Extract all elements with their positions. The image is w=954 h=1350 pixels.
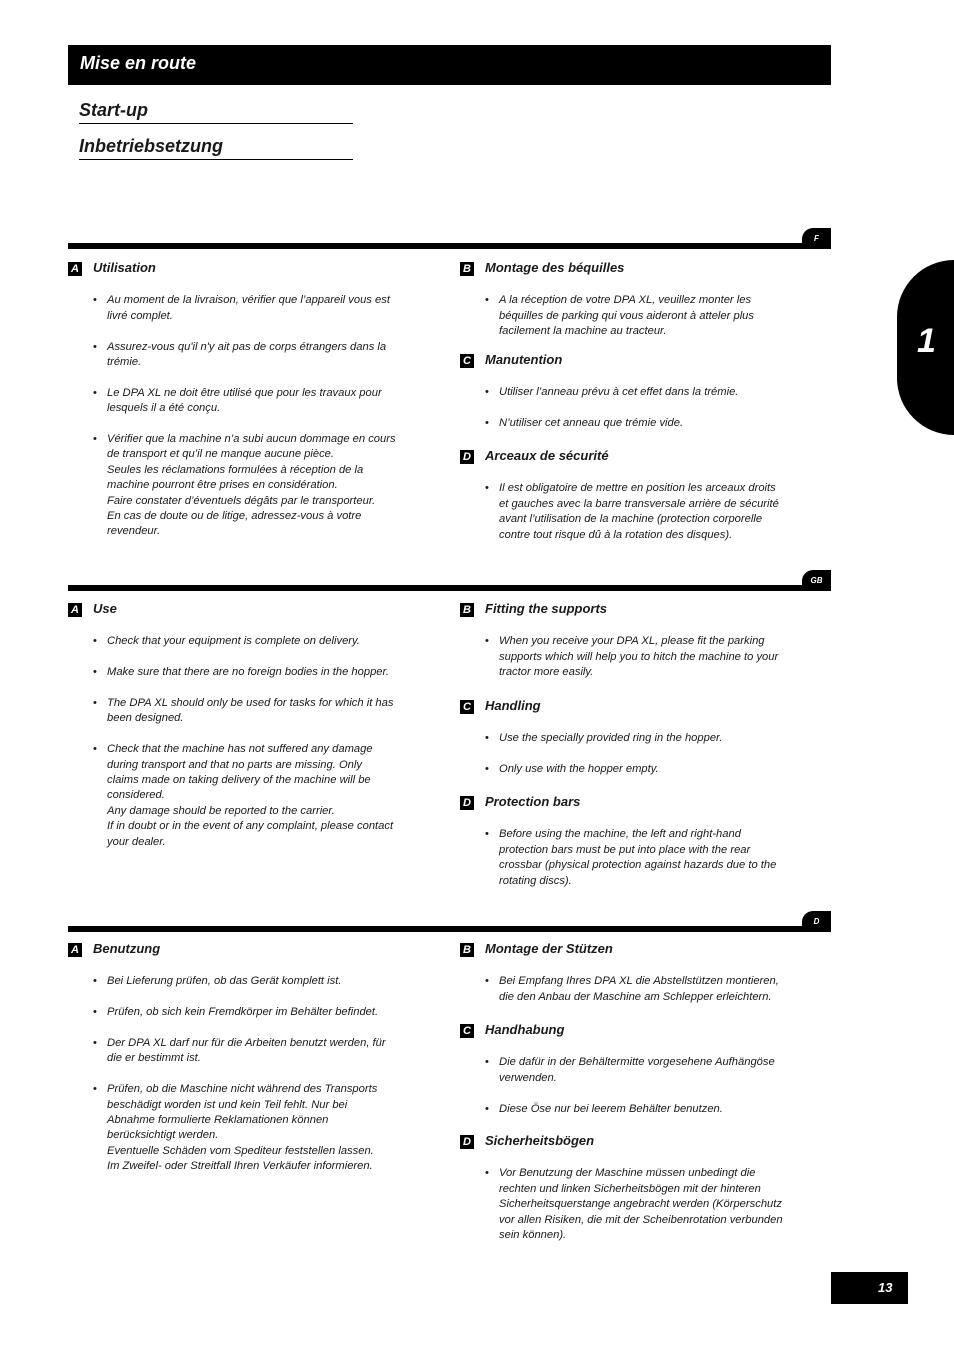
block-heading (68, 601, 423, 619)
heading-text: Benutzung (93, 941, 161, 956)
subtitle-german: Inbetriebsetzung (79, 136, 353, 160)
list-item: • Utiliser l’anneau prévu à cet effet dans la trémie. (460, 385, 810, 400)
subtitle-english: Start-up (79, 100, 353, 124)
block-c (460, 1022, 810, 1117)
letter-badge: C (460, 700, 474, 714)
heading-text: Montage der Stützen (485, 941, 613, 956)
list-item: • Bei Empfang Ihres DPA XL die Abstellstützen montieren, die den Anbau der Maschine am Schlepper erleichtern. (460, 974, 810, 1005)
letter-badge: B (460, 262, 474, 276)
letter-badge: C (460, 354, 474, 368)
block-heading (460, 1133, 810, 1151)
chapter-number: 1 (917, 322, 936, 360)
language-badge: GB (802, 570, 831, 591)
heading-text: Utilisation (93, 260, 156, 275)
list-item: • Diese Öse nur bei leerem Behälter benutzen. (460, 1102, 810, 1117)
letter-badge: D (460, 1135, 474, 1149)
list-item: • When you receive your DPA XL, please fit the parking supports which will help you to hitch the machine to your tractor more easily. (460, 634, 810, 680)
heading-text: Handling (485, 698, 541, 713)
heading-text: Manutention (485, 352, 563, 367)
list-item: • A la réception de votre DPA XL, veuillez monter les béquilles de parking qui vous aideront à atteler plus facilement la machine au tracteur. (460, 293, 810, 339)
letter-badge: D (460, 450, 474, 464)
language-badge: F (802, 228, 831, 249)
section-rule (68, 243, 831, 249)
block-c (460, 698, 810, 778)
block-d (460, 794, 810, 889)
block-a (68, 601, 423, 850)
letter-badge: C (460, 1024, 474, 1038)
list-item: • Au moment de la livraison, vérifier que l’appareil vous est livré complet. (68, 293, 423, 324)
heading-text: Protection bars (485, 794, 581, 809)
block-a (68, 260, 423, 540)
block-heading (460, 448, 810, 466)
heading-text: Handhabung (485, 1022, 565, 1037)
heading-text: Fitting the supports (485, 601, 608, 616)
block-b (460, 601, 810, 681)
list-item: • Le DPA XL ne doit être utilisé que pour les travaux pour lesquels il a été conçu. (68, 386, 423, 417)
section-rule (68, 585, 831, 591)
block-heading (68, 260, 423, 278)
heading-text: Arceaux de sécurité (485, 448, 609, 463)
list-item: • Die dafür in der Behältermitte vorgesehene Aufhängöse verwenden. (460, 1055, 810, 1086)
list-item: • Vor Benutzung der Maschine müssen unbedingt die rechten und linken Sicherheitsbögen mit der hinteren Sicherheitsquerstange angebracht werden (Körperschutz vor allen Risiken, die mit der Scheibenrotation verbunden sein können). (460, 1166, 810, 1243)
block-d (460, 448, 810, 543)
heading-text: Use (93, 601, 117, 616)
list-item: • Bei Lieferung prüfen, ob das Gerät komplett ist. (68, 974, 423, 989)
block-a (68, 941, 423, 1175)
list-item: • Vérifier que la machine n’a subi aucun dommage en cours de transport et qu’il ne manque aucune pièce. Seules les réclamations formulées à réception de la machine pourront être prises en considération. Faire constater d’éventuels dégâts par le transporteur. En cas de doute ou de litige, adressez-vous à votre revendeur. (68, 432, 423, 540)
language-badge: D (802, 911, 831, 932)
block-heading (460, 698, 810, 716)
block-c (460, 352, 810, 432)
chapter-tab (897, 260, 954, 435)
list-item: • The DPA XL should only be used for tasks for which it has been designed. (68, 696, 423, 727)
block-d (460, 1133, 810, 1243)
page-title-bar (68, 45, 831, 85)
section-rule (68, 926, 831, 932)
heading-text: Montage des béquilles (485, 260, 625, 275)
block-heading (460, 794, 810, 812)
list-item: • Only use with the hopper empty. (460, 762, 810, 777)
list-item: • Assurez-vous qu'il n'y ait pas de corps étrangers dans la trémie. (68, 340, 423, 371)
list-item: • Il est obligatoire de mettre en position les arceaux droits et gauches avec la barre transversale arrière de sécurité avant l’utilisation de la machine (protection corporelle contre tout risque dû à la rotation des disques). (460, 481, 810, 543)
list-item: • Check that the machine has not suffered any damage during transport and that no parts are missing. Only claims made on taking delivery of the machine will be considered. Any damage should be reported to the carrier. If in doubt or in the event of any complaint, please contact your dealer. (68, 742, 423, 850)
block-heading (460, 601, 810, 619)
block-heading (68, 941, 423, 959)
list-item: • Prüfen, ob sich kein Fremdkörper im Behälter befindet. (68, 1005, 423, 1020)
letter-badge: A (68, 262, 82, 276)
list-item: • Der DPA XL darf nur für die Arbeiten benutzt werden, für die er bestimmt ist. (68, 1036, 423, 1067)
letter-badge: B (460, 943, 474, 957)
block-b (460, 260, 810, 340)
heading-text: Sicherheitsbögen (485, 1133, 595, 1148)
page-number: 13 (878, 1280, 893, 1295)
list-item: • Prüfen, ob die Maschine nicht während des Transports beschädigt worden ist und kein Teil fehlt. Nur bei Abnahme formulierte Reklamationen können berücksichtigt werden. Eventuelle Schäden vom Spediteur feststellen lassen. Im Zweifel- oder Streitfall Ihren Verkäufer informieren. (68, 1082, 423, 1174)
letter-badge: A (68, 603, 82, 617)
letter-badge: D (460, 796, 474, 810)
block-heading (460, 941, 810, 959)
block-heading (460, 1022, 810, 1040)
block-heading (460, 352, 810, 370)
letter-badge: A (68, 943, 82, 957)
block-heading (460, 260, 810, 278)
list-item: • N’utiliser cet anneau que trémie vide. (460, 416, 810, 431)
page-title: Mise en route (80, 53, 197, 73)
letter-badge: B (460, 603, 474, 617)
block-b (460, 941, 810, 1005)
list-item: • Make sure that there are no foreign bodies in the hopper. (68, 665, 423, 680)
list-item: • Check that your equipment is complete on delivery. (68, 634, 423, 649)
page-number-box (831, 1272, 908, 1304)
list-item: • Before using the machine, the left and right-hand protection bars must be put into place with the rear crossbar (physical protection against hazards due to the rotating discs). (460, 827, 810, 889)
list-item: • Use the specially provided ring in the hopper. (460, 731, 810, 746)
